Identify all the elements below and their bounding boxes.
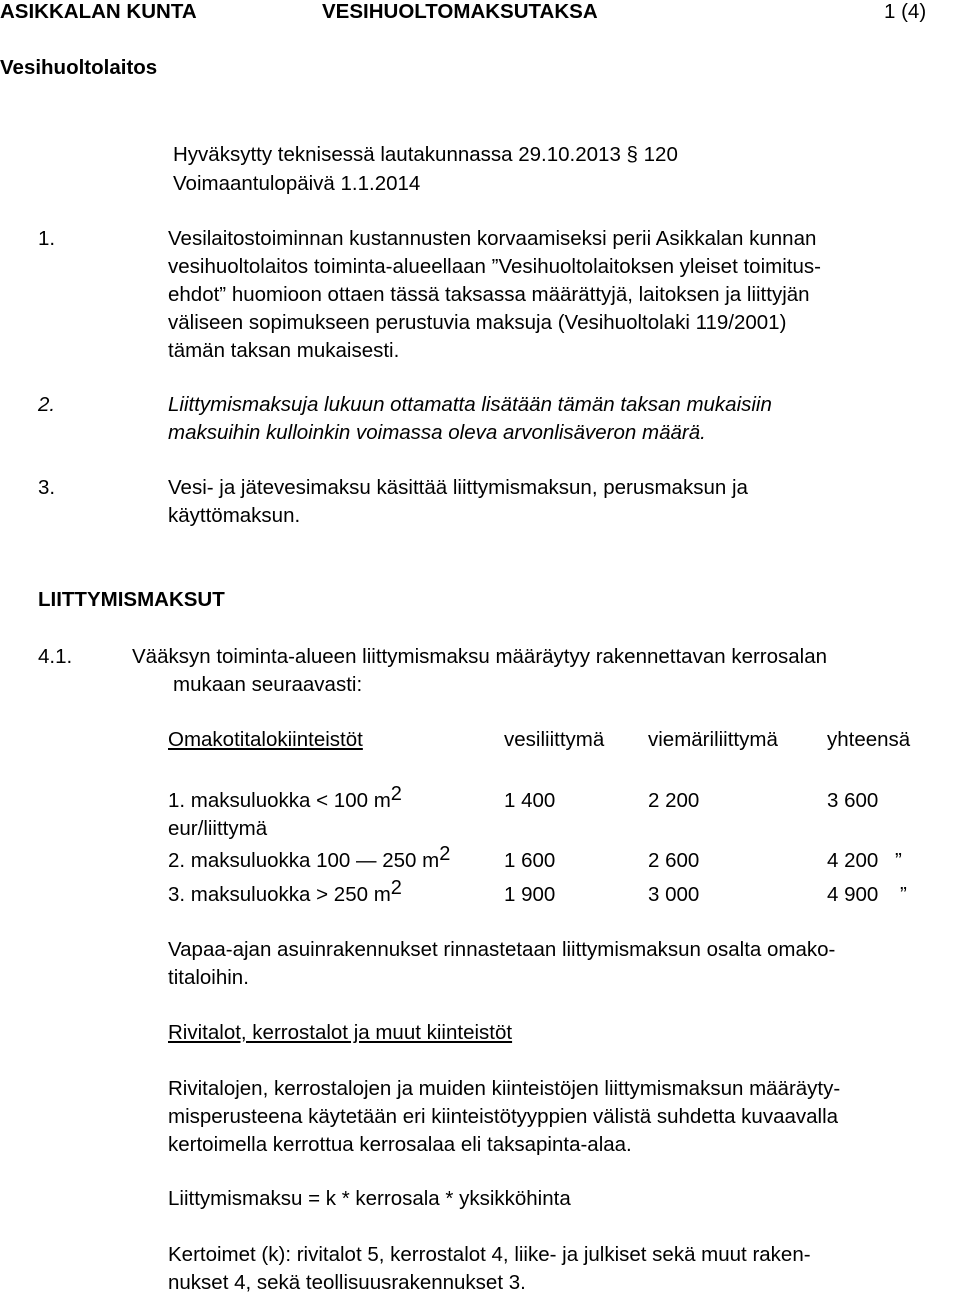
text-line: kertoimella kerrottua kerrosalaa eli taksapinta-alaa. [168, 1133, 632, 1156]
rivitalot-heading: Rivitalot, kerrostalot ja muut kiinteistöt [168, 1021, 513, 1044]
unit-note: eur/liittymä [168, 817, 268, 840]
text-line: Kertoimet (k): rivitalot 5, kerrostalot 4, liike- ja julkiset sekä muut raken- [168, 1243, 811, 1266]
document-title: VESIHUOLTOMAKSUTAKSA [322, 0, 598, 23]
table-header-sewer: viemäriliittymä [648, 728, 778, 751]
municipality-name: ASIKKALAN KUNTA [0, 0, 197, 23]
table-cell-water: 1 400 [504, 789, 556, 812]
effective-date: Voimaantulopäivä 1.1.2014 [173, 172, 421, 195]
vapaa-ajan-paragraph [168, 936, 958, 992]
table-cell-sewer: 3 000 [648, 883, 700, 906]
text-line: nukset 4, sekä teollisuusrakennukset 3. [168, 1271, 526, 1294]
text-line: Vesi- ja jätevesimaksu käsittää liittymismaksun, perusmaksun ja [168, 476, 748, 499]
text-line: maksuihin kulloinkin voimassa oleva arvonlisäveron määrä. [168, 421, 706, 444]
text-line: titaloihin. [168, 966, 249, 989]
ditto-mark: ” [900, 883, 907, 906]
table-cell-total: 3 600 [827, 789, 879, 812]
section-2-number: 2. [38, 393, 56, 416]
table-cell-total: 4 900 [827, 883, 879, 906]
text-line: ehdot” huomioon ottaen tässä taksassa määrättyjä, laitoksen ja liittyjän [168, 283, 810, 306]
text-line: Vesilaitostoiminnan kustannusten korvaamiseksi perii Asikkalan kunnan [168, 227, 817, 250]
liittymismaksut-heading: LIITTYMISMAKSUT [38, 588, 225, 611]
coefficients-paragraph [168, 1241, 958, 1297]
text-line: vesihuoltolaitos toiminta-alueellaan ”Vesihuoltolaitoksen yleiset toimitus- [168, 255, 821, 278]
section-2-text [168, 391, 958, 447]
section-1-text [168, 225, 958, 365]
table-header-property-type: Omakotitalokiinteistöt [168, 728, 363, 751]
table-cell-sewer: 2 600 [648, 849, 700, 872]
approval-line: Hyväksytty teknisessä lautakunnassa 29.10.2013 § 120 [173, 143, 678, 166]
table-header-total: yhteensä [827, 728, 911, 751]
text-line: käyttömaksun. [168, 504, 301, 527]
subsection-number: 4.1. [38, 645, 73, 668]
table-row-label: 3. maksuluokka > 250 $m^2$ [168, 877, 402, 906]
table-cell-sewer: 2 200 [648, 789, 700, 812]
text-line: Liittymismaksuja lukuun ottamatta lisätään tämän taksan mukaisiin [168, 393, 772, 416]
section-3-text [168, 474, 958, 530]
text-line: tämän taksan mukaisesti. [168, 339, 400, 362]
text-line: misperusteena käytetään eri kiinteistötyyppien välistä suhdetta kuvaavalla [168, 1105, 839, 1128]
table-cell-water: 1 600 [504, 849, 556, 872]
text-line: väliseen sopimukseen perustuvia maksuja (Vesihuoltolaki 119/2001) [168, 311, 787, 334]
table-row-label: 1. maksuluokka < 100 $m^2$ [168, 783, 402, 812]
text-line: Vapaa-ajan asuinrakennukset rinnastetaan liittymismaksun osalta omako- [168, 938, 836, 961]
table-row-label: 2. maksuluokka 100 — 250 $m^2$ [168, 843, 451, 872]
fee-formula: Liittymismaksu = k * kerrosala * yksikköhinta [168, 1187, 571, 1210]
table-header-water: vesiliittymä [504, 728, 605, 751]
table-cell-total: 4 200 [827, 849, 879, 872]
ditto-mark: ” [895, 849, 902, 872]
text-line: Rivitalojen, kerrostalojen ja muiden kiinteistöjen liittymismaksun määräyty- [168, 1077, 841, 1100]
section-1-number: 1. [38, 227, 56, 250]
section-3-number: 3. [38, 476, 56, 499]
subsection-line-2: mukaan seuraavasti: [173, 673, 363, 696]
department-name: Vesihuoltolaitos [0, 56, 158, 79]
page-number: 1 (4) [884, 0, 927, 23]
rivitalot-paragraph [168, 1075, 958, 1159]
table-cell-water: 1 900 [504, 883, 556, 906]
subsection-line-1: Vääksyn toiminta-alueen liittymismaksu määräytyy rakennettavan kerrosalan [132, 645, 828, 668]
